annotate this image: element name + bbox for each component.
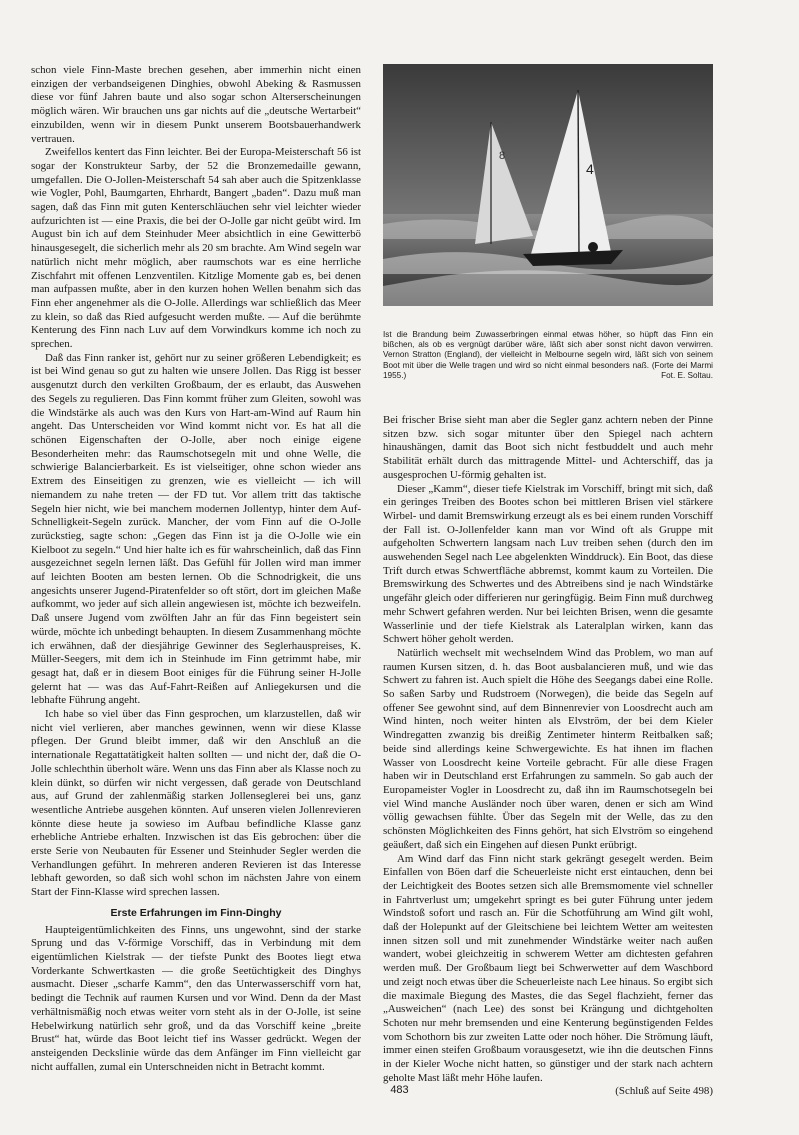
photo-caption: [383, 330, 713, 381]
sailing-photo: [383, 64, 713, 306]
right-column: [383, 414, 713, 1099]
page-number: 483: [390, 1084, 409, 1096]
paragraph: Ich habe so viel über das Finn gesprochen, um klarzustellen, daß wir nicht viel verlieren, aber manches gewinnen, wenn wir diese Klasse pflegen. Der Grund bleibt immer, daß wir den Anschluß an die internationale Regattatätigkeit halten sollten — und nicht der, daß die O-Jolle schlechthin überholt wäre. Wenn uns das Finn aber als Klasse noch zu klein dünkt, so dürfen wir nicht vergessen, daß gerade von Deutschland aus, auf Grund der zahlenmäßig starken Jollenseglerei bei uns, ganz wesentliche Antriebe ausgehen könnten. Auf unseren vielen Jollenrevieren könnte diese heute ja sowieso im Aufbau befindliche Klasse ganz erhebliche Antriebe erhalten. Inzwischen ist das Eis gebrochen: über die erste Serie von Neubauten für Essener und Steinhuder Segler werden die Verhandlungen geführt. In mehreren anderen Revieren ist das Interesse lebhaft geworden, so daß sich wohl schon im nächsten Jahre von einem Start der Finn-Klasse wird sprechen lassen.: [31, 708, 361, 899]
paragraph: Natürlich wechselt mit wechselndem Wind das Problem, wo man auf raumen Kursen sitzen, d. h. das Boot ausbalancieren muß, und wie das Schwert zu fahren ist. Auch spielt die Höhe des Seegangs dabei eine Rolle. So saßen Sarby und Rudstroem (Norwegen), die beide das Segeln auf offener See gewohnt sind, auf dem Binnenrevier von Loosdrecht auch am Wind hinten, noch weiter hinten als Elvström, der bei dem Kieler Windregatten zwanzig bis dreißig Zentimeter hinterm Reitbalken saß; beide sind allerdings keine Schwergewichte. Es hat ihnen im flachen Wasser von Loosdrecht keine Vorteile gebracht. Für alle diese Fragen haben wir in Deutschland erst Erfahrungen zu sammeln. So gab auch der Europameister Vogler in Loosdrecht zu, daß ihn im Raumschotsegeln bei viel Wind manche Ausländer noch über waren, denen er sich am Wind völlig gewachsen fühlte. Über das Segeln mit der Welle, das zu den schönsten Möglichkeiten des Finns gehört, hat sich Elvström so eingehend geäußert, daß sich ein Eingehen auf diesen Punkt erübrigt.: [383, 646, 713, 851]
continuation-note: (Schluß auf Seite 498): [615, 1085, 713, 1098]
paragraph: schon viele Finn-Maste brechen gesehen, aber immerhin nicht einen einzigen der verbandseigenen Dinghies, obwohl Abeking & Rasmussen diese vor fünf Jahren baute und also sogar schon Alterserscheinungen möglich wären. Wir brauchen uns gar nichts auf die „deutsche Wertarbeit“ einzubilden, wenn wir in diesem Punkt unserem Bootsbauerhandwerk vertrauen.: [31, 64, 361, 145]
caption-text: Ist die Brandung beim Zuwasserbringen einmal etwas höher, so hüpft das Finn ein bißchen, als ob es vergnügt darüber wäre, läßt sich aber sonst nicht davon verwirren. Vernon Stratton (England), der vielleicht in Melbourne segeln wird, läßt sich von seinem Boot mit über die Welle tragen und wird so nicht einmal besonders naß. (Forte dei Marmi 1955.): [383, 330, 713, 380]
left-column: [31, 64, 361, 1074]
sail-number-left: 8: [499, 150, 506, 162]
dinghy-illustration: [383, 64, 713, 306]
sailor: [588, 242, 598, 252]
section-heading: Erste Erfahrungen im Finn-Dinghy: [110, 906, 282, 919]
sail-number-right: 4: [586, 161, 594, 177]
paragraph: Dieser „Kamm“, dieser tiefe Kielstrak im Vorschiff, bringt mit sich, daß ein geringes Treiben des Bootes schon bei mittleren Brisen viel stärkere Wirbel- und damit Bremswirkung erzeugt als es bei einem runden Vorschiff der Fall ist. O-Jollenfelder kann man vor Wind oft als Gruppe mit aufgeholten Schwertern langsam nach Luv treiben sehen (durch den im auswehenden Segel nach Lee abgelenkten Winddruck). Ein Boot, das diese Trift durch etwas Schwertfläche abbremst, kommt kaum zu Vorteilen. Die Bremswirkung des Schwertes und des Abtreibens sind je nach Windstärke ungefähr gleich oder differieren nur geringfügig. Beim Finn muß durchweg mehr Schwert gefahren werden. Nur bei leichten Brisen, wenn die gesamte Wasserlinie und der tiefe Kielstrak als Lateralplan wirken, kann das Schwert höher geholt werden.: [383, 482, 713, 646]
paragraph: Haupteigentümlichkeiten des Finns, uns ungewohnt, sind der starke Sprung und das V-förmige Vorschiff, das in Verbindung mit dem eigentümlichen Kielstrak — der tiefste Punkt des Bootes liegt etwa Vorderkante Schwertkasten — die große Seetüchtigkeit des Dinghys ausmacht. Dieser „scharfe Kamm“, den das Unterwasserschiff vorn hat, bedingt die Technik auf raumen Kursen und vor Wind. Denn da der Mast verhältnismäßig noch etwas weiter vorn steht als in der O-Jolle, ist seine Hebelwirkung natürlich sehr groß, und da das Vorschiff keine „breite Brust“ hat, würde das Boot leicht tief ins Wasser gedrückt. Wegen der ansteigenden Deckslinie würde das dem Anfänger im Finn vielleicht gar nicht auffallen, zumal ein Unterschneiden nicht in Betracht kommt.: [31, 923, 361, 1073]
paragraph: Bei frischer Brise sieht man aber die Segler ganz achtern neben der Pinne sitzen bzw. sich sogar mitunter über den Spiegel nach achtern hinaushängen, damit das Boot sich nicht festbuddelt und auch mehr Stabilität erhält durch das mittragende Mittel- und Achterschiff, das ja ausgesprochen U-förmig gehalten ist.: [383, 414, 713, 481]
paragraph: Zweifellos kentert das Finn leichter. Bei der Europa-Meisterschaft 56 ist sogar der Konstrukteur Sarby, der 52 die Bronzemedaille gewann, umgefallen. Die O-Jollen-Meisterschaft 54 sah aber auch die Spitzenklasse wie Vogler, Pohl, Baumgarten, Ehrhardt, Bangert „baden“. Dazu muß man sagen, daß das Finn mit guten Kenterschläuchen sehr viel leichter wieder aufzurichten ist — eine Praxis, die bei der O-Jolle gar nicht geübt wird. Im August bin ich auf dem Steinhuder Meer absichtlich in eine Gewitterbö hinausgesegelt, die sicherlich mehr als 20 sm brachte. Am Wind segeln war natürlich nicht mehr möglich, aber raumschots war es eine herrliche Zischfahrt mit offenen Lenzventilen. Kitzlige Momente gab es, bei denen man aufpassen mußte, aber in den kurzen hohen Wellen benahm sich das Finn eher angenehmer als die O-Jolle. Allerdings war schließlich das Meer zu klein, so daß das Ried aufgesucht werden mußte. — Auf die berühmte Kenterung des Finn nach Luv auf dem Vorwindkurs komme ich noch zu sprechen.: [31, 146, 361, 351]
photo-credit: Fot. E. Soltau.: [661, 370, 713, 380]
paragraph: Daß das Finn ranker ist, gehört nur zu seiner größeren Lebendigkeit; es ist bei Wind genau so gut zu halten wie unsere Jollen. Das Rigg ist besser ausgenutzt durch den verkilten Großbaum, der es erlaubt, das Auswehen des Segels zu regulieren. Das Finn kommt früher zum Gleiten, sowohl was die Windstärke als auch was den Kurs von Hart-am-Wind auf Raum hin angeht. Das Unterscheiden vor Wind kommt nicht vor. Es hat all die schönen Eigenschaften der O-Jolle, aber noch einige eigene Besonderheiten mehr: das Raumschotsegeln mit und ohne Welle, die schwierige Balancierbarkeit. Es ist vielseitiger, ohne schon wieder ans Extrem des Einseitigen zu grenzen, wie es vielleicht — ich will niemandem zu nahe treten — der FD tut. Vor allem tritt das taktische Segeln hier nicht, wie bei manchem modernen Jollentyp, hinter dem Auf-Schnelligkeit-Segeln zurück. Mancher, der vom Finn auf die O-Jolle zurückstieg, sagte schon: „Gegen das Finn ist ja die O-Jolle wie ein Kielboot zu segeln.“ Und hier halte ich es für wahrscheinlich, daß das Finn ausgezeichnet segeln lernen läßt. Das Gefühl für Jollen wird man immer auf leichten Booten am besten lernen. Ob die Schnodrigkeit, die uns angesichts unserer Jugend-Piratenfelder so oft stört, dort im gleichen Maße aufkommt, wo jeder auf sich allein angewiesen ist, möchte ich bezweifeln. Daß unsere Jugend vom zwölften Jahr an für das Finn begeistert sein würde, möchte ich unbedingt behaupten. In diesem Zusammenhang möchte ich erwähnen, daß der diesjährige Gewinner des Seglerhauspreises, K. Müller-Seegers, mit dem ich in Steinhude im Finn getrimmt habe, mir gesagt hat, daß er in diesem Boot einiges für die Führung seiner H-Jolle gelernt hat — was das Auf-Fahrt-Reißen auf Anliegekursen und die lebhafte Führung angeht.: [31, 351, 361, 707]
paragraph: Am Wind darf das Finn nicht stark gekrängt gesegelt werden. Beim Einfallen von Böen darf die Scheuerleiste nicht erst eintauchen, denn bei der Leichtigkeit des Bootes setzen sich alle Bremsmomente viel schneller in Fahrtverlust um; umgekehrt springt es bei guter Führung unter jedem Windstoß sofort und rasch an. Für die Schotführung am Wind gilt wohl, daß der Holepunkt auf der Gleitschiene bei leichtem Wetter am weitesten innen sitzen soll und mit zunehmender Windstärke weiter nach außen wandert, wobei gleichzeitig in schwerem Wetter am dichtesten gefahren werden muß. Der Großbaum liegt bei Schwerwetter auf dem Waschbord und zeigt noch etwas über die Scheuerleiste nach Lee hinaus. So ergibt sich die maximale Biegung des Mastes, die das Segel flachzieht, ferner das „Ausweichen“ (nach Lee) des sonst bei Krängung und dichtgeholten Schoten nur mehr bremsenden und eine Kenterung begünstigenden Feldes vom Schothorn bis zur zweiten Latte oder noch höher. Die Strömung läuft, immer einen steifen Großbaum vorausgesetzt, wie ihn die deutschen Finns in der Kieler Woche nicht hatten, so günstiger und der stark nach achtern geholte Mast läßt mehr Höhe laufen.: [383, 852, 713, 1084]
